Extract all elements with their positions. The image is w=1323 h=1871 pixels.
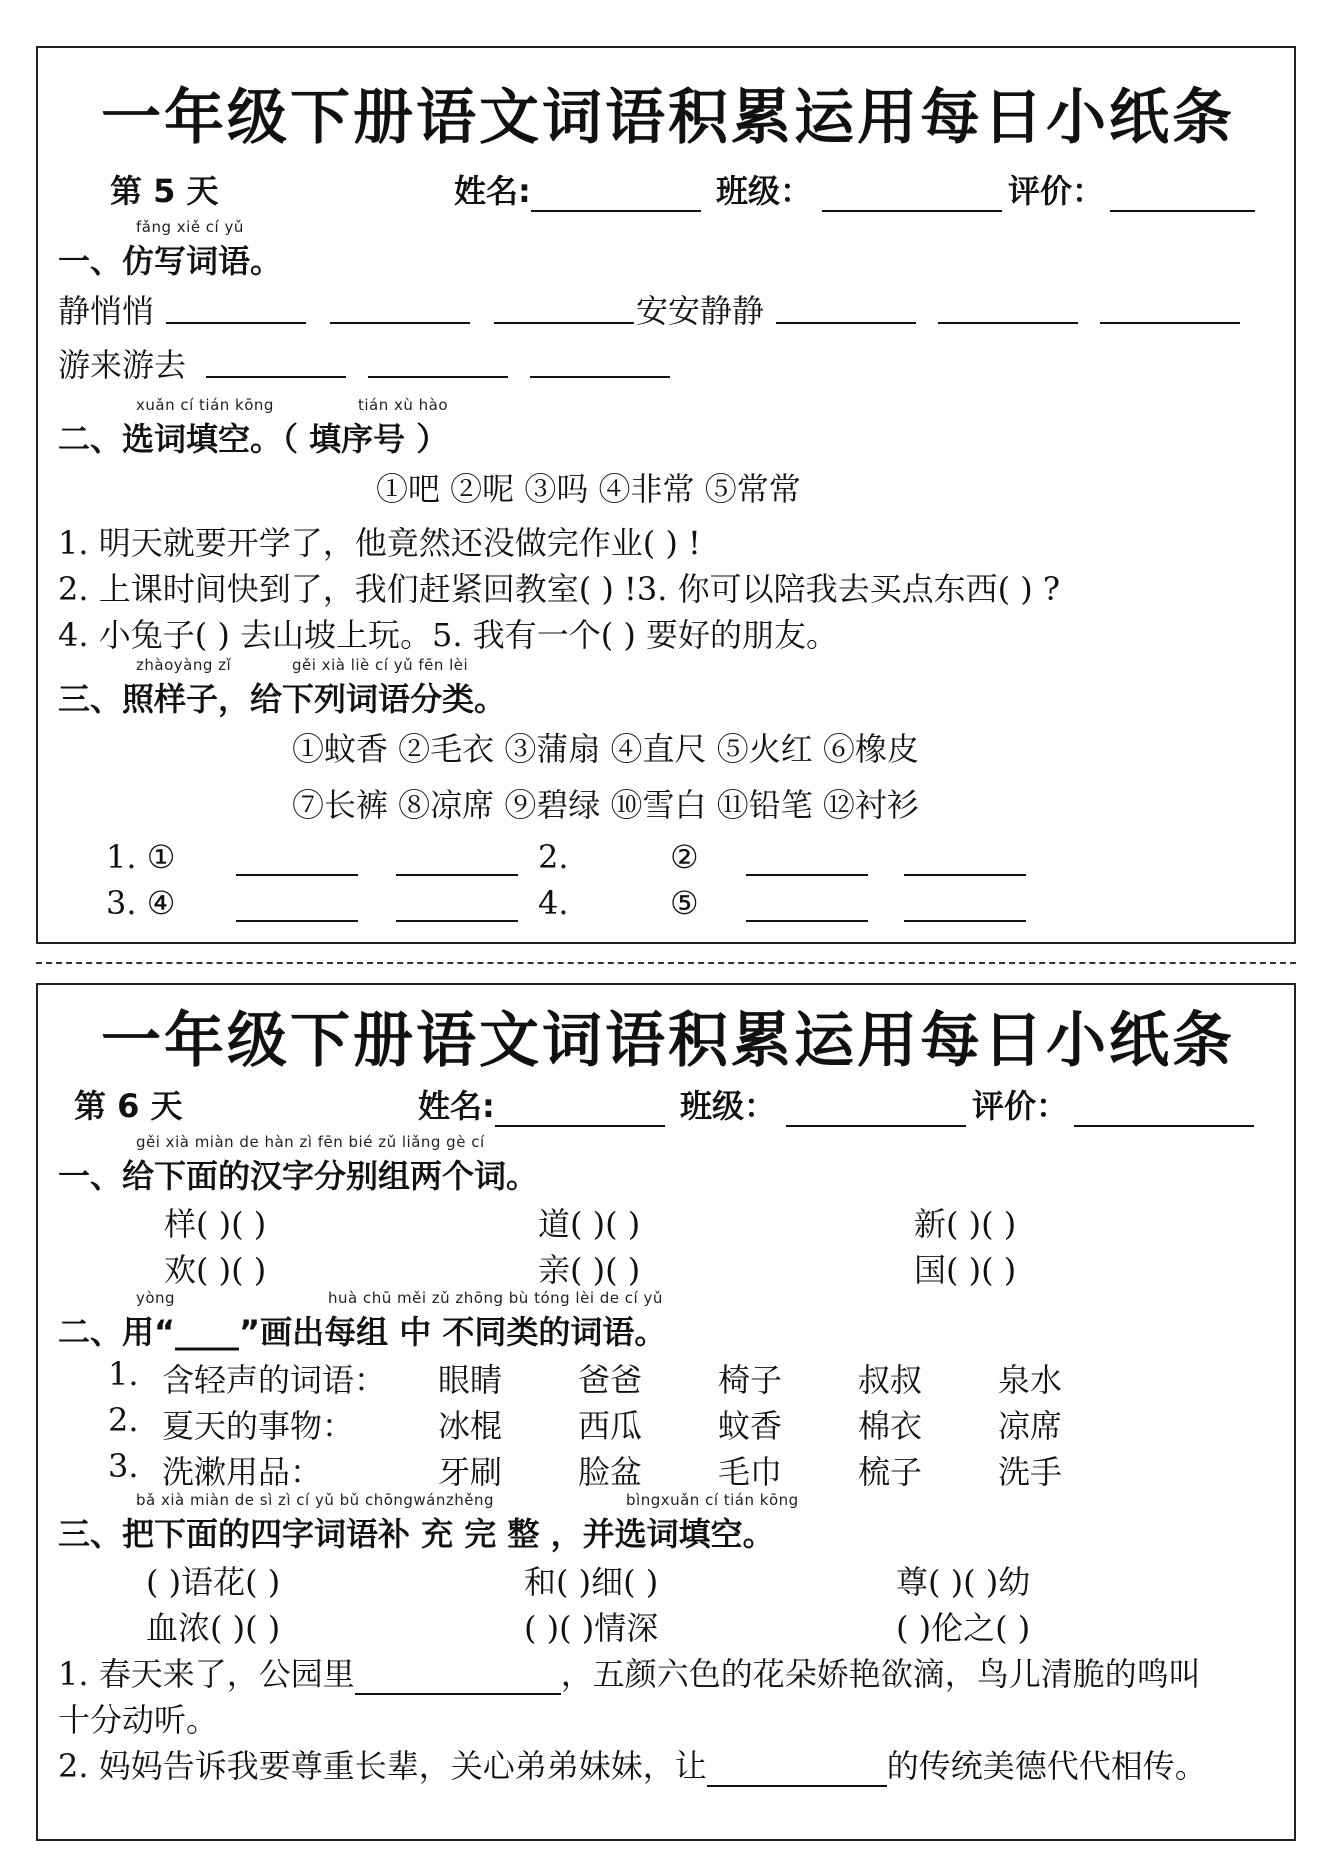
row-number: 1. [108,1355,139,1393]
row-label: 含轻声的词语： [162,1361,387,1399]
word-group: 样( )( ) [164,1205,267,1243]
answer-blank[interactable] [236,920,358,922]
word: 牙刷 [438,1453,503,1491]
pinyin: xuǎn cí tián kōng [136,396,274,414]
word: 爸爸 [578,1361,643,1399]
card-title: 一年级下册语文词语积累运用每日小纸条 [101,1006,1235,1076]
pinyin: bìngxuǎn cí tián kōng [626,1491,799,1509]
section-heading: 二、选词填空。（ 填序号 ） [58,420,449,458]
day-label: 第 5 天 [110,172,219,210]
name-blank[interactable] [531,180,701,212]
class-blank[interactable] [786,1095,966,1127]
answer-blank[interactable] [904,874,1026,876]
class-blank[interactable] [822,180,1002,212]
answer-blank[interactable] [707,1755,887,1787]
pinyin: tián xù hào [358,396,449,414]
fill-question: 2. 妈妈告诉我要尊重长辈，关心弟弟妹妹，让 的传统美德代代相传。 [58,1747,1207,1785]
idiom-blank: ( )伦之( ) [896,1609,1031,1647]
answer-blank[interactable] [396,874,518,876]
answer-blank[interactable] [368,376,508,378]
word: 西瓜 [578,1407,643,1445]
word-group: 亲( )( ) [538,1251,641,1289]
category-number: 3. ④ [106,884,176,922]
model-word: 游来游去 [58,346,187,384]
idiom-blank: 和( )细( ) [524,1563,659,1601]
section-heading: 三、照样子，给下列词语分类。 [58,680,507,718]
pinyin: yòng [136,1289,176,1307]
word-list: ①蚊香 ②毛衣 ③蒲扇 ④直尺 ⑤火红 ⑥橡皮 [292,730,919,768]
answer-blank[interactable] [530,376,670,378]
answer-blank[interactable] [166,322,306,324]
answer-blank[interactable] [206,376,346,378]
idiom-blank: 尊( )( )幼 [896,1563,1031,1601]
answer-blank[interactable] [776,322,916,324]
category-number: 2. [538,838,569,876]
section-heading: 二、用“____”画出每组 中 不同类的词语。 [58,1313,667,1351]
question: 4. 小兔子( ) 去山坡上玩。5. 我有一个( ) 要好的朋友。 [58,616,839,654]
name-label: 姓名: [418,1081,665,1127]
word: 冰棍 [438,1407,503,1445]
row-number: 3. [108,1447,139,1485]
fill-question: 1. 春天来了，公园里 ，五颜六色的花朵娇艳欲滴，鸟儿清脆的鸣叫 [58,1655,1201,1693]
idiom-blank: ( )( )情深 [524,1609,659,1647]
answer-blank[interactable] [904,920,1026,922]
section-heading: 一、仿写词语。 [58,242,283,280]
eval-blank[interactable] [1110,180,1255,212]
fill-question-cont: 十分动听。 [58,1701,219,1739]
question: 1. 明天就要开学了，他竟然还没做完作业( ) ! [58,524,701,562]
name-blank[interactable] [495,1095,665,1127]
pinyin: fǎng xiě cí yǔ [136,218,244,236]
class-label: 班级： [716,166,1002,212]
eval-label: 评价： [972,1081,1254,1127]
answer-blank[interactable] [396,920,518,922]
pinyin: gěi xià liè cí yǔ fēn lèi [292,656,469,674]
answer-blank[interactable] [938,322,1078,324]
word: 洗手 [998,1453,1063,1491]
word-list: ⑦长裤 ⑧凉席 ⑨碧绿 ⑩雪白 ⑪铅笔 ⑫衬衫 [292,786,919,824]
category-example: ② [670,838,699,876]
answer-blank[interactable] [746,874,868,876]
answer-blank[interactable] [355,1663,561,1695]
pinyin: gěi xià miàn de hàn zì fēn bié zǔ liǎng gè cí [136,1133,485,1151]
category-number: 1. ① [106,838,176,876]
answer-blank[interactable] [1100,322,1240,324]
category-number: 4. [538,884,569,922]
model-word: 静悄悄 [58,292,155,330]
row-number: 2. [108,1401,139,1439]
word: 蚊香 [718,1407,783,1445]
pinyin: zhàoyàng zǐ [136,656,232,674]
row-label: 洗漱用品： [162,1453,323,1491]
word: 棉衣 [858,1407,923,1445]
category-example: ⑤ [670,884,699,922]
word: 椅子 [718,1361,783,1399]
section-heading: 一、给下面的汉字分别组两个词。 [58,1157,539,1195]
word: 梳子 [858,1453,923,1491]
row-label: 夏天的事物： [162,1407,355,1445]
worksheet-card-day5 [36,46,1296,944]
word: 毛巾 [718,1453,783,1491]
cut-line [36,962,1296,964]
word: 脸盆 [578,1453,643,1491]
answer-blank[interactable] [236,874,358,876]
answer-blank[interactable] [330,322,470,324]
word-group: 新( )( ) [914,1205,1017,1243]
answer-blank[interactable] [746,920,868,922]
eval-blank[interactable] [1074,1095,1254,1127]
worksheet-card-day6 [36,983,1296,1841]
word-group: 道( )( ) [538,1205,641,1243]
pinyin: huà chū měi zǔ zhōng bù tóng lèi de cí yǔ [328,1289,663,1307]
answer-blank[interactable] [494,322,634,324]
question: 2. 上课时间快到了，我们赶紧回教室( ) !3. 你可以陪我去买点东西( ) ? [58,570,1061,608]
word: 叔叔 [858,1361,923,1399]
eval-label: 评价： [1008,166,1255,212]
class-label: 班级： [680,1081,966,1127]
word-group: 欢( )( ) [164,1251,267,1289]
word-group: 国( )( ) [914,1251,1017,1289]
day-label: 第 6 天 [74,1087,183,1125]
idiom-blank: ( )语花( ) [146,1563,281,1601]
section-heading: 三、把下面的四字词语补 充 完 整 ，并选词填空。 [58,1515,775,1553]
card-title: 一年级下册语文词语积累运用每日小纸条 [101,83,1235,153]
model-word: 安安静静 [636,292,765,330]
word: 凉席 [998,1407,1063,1445]
name-label: 姓名: [454,166,701,212]
word: 眼睛 [438,1361,503,1399]
pinyin: bǎ xià miàn de sì zì cí yǔ bǔ chōngwánzhěng [136,1491,495,1509]
word: 泉水 [998,1361,1063,1399]
idiom-blank: 血浓( )( ) [146,1609,281,1647]
word-options: ①吧 ②呢 ③吗 ④非常 ⑤常常 [376,470,801,508]
